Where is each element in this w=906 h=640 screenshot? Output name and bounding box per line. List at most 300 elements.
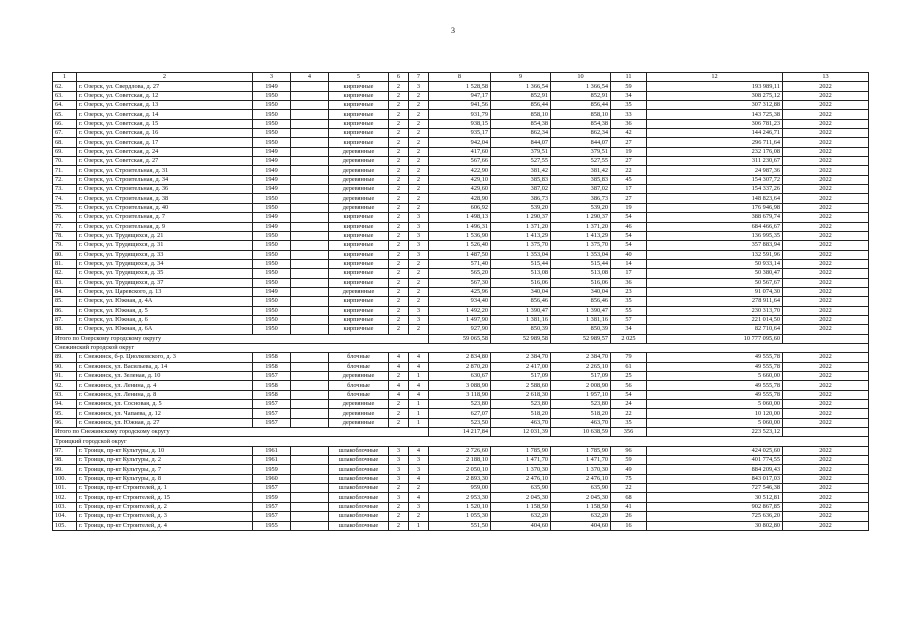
table-cell: 2022 [783,203,869,212]
table-cell: 2 618,30 [491,390,551,399]
column-number-cell: 11 [611,73,647,82]
table-cell: 1 526,40 [429,241,491,250]
table-cell: 725 636,20 [647,512,783,521]
table-cell: 154 337,26 [647,185,783,194]
table-cell: 24 987,36 [647,166,783,175]
table-cell: 42 [611,129,647,138]
table-cell: г. Троицк, пр-кт Строителей, д. 4 [77,521,253,530]
table-cell: 935,17 [429,129,491,138]
table-cell [291,446,329,455]
table-cell: 386,73 [491,194,551,203]
table-cell: 2 588,60 [491,381,551,390]
table-cell: 2 [389,521,409,530]
table-cell: 4 [389,381,409,390]
table-cell: 1949 [253,157,291,166]
table-cell: 941,56 [429,101,491,110]
table-cell: 62. [53,82,77,91]
table-cell: 16 [611,521,647,530]
table-cell: 1955 [253,521,291,530]
table-cell: 2 [389,512,409,521]
subtotal-cell: 52 989,57 [551,334,611,343]
table-cell [291,101,329,110]
table-cell [291,372,329,381]
table-cell: деревянные [329,175,389,184]
table-cell: г. Озерск, ул. Советская, д. 27 [77,157,253,166]
table-cell: 26 [611,512,647,521]
table-cell: 551,50 [429,521,491,530]
table-cell: 84. [53,287,77,296]
table-cell: 518,20 [551,409,611,418]
table-cell: 3 [409,213,429,222]
table-cell: 56 [611,381,647,390]
table-cell: 1 [409,418,429,427]
table-cell: 1950 [253,250,291,259]
table-cell: 2 [389,147,409,156]
table-cell: 2 [389,484,409,493]
table-cell [291,259,329,268]
column-number-cell: 3 [253,73,291,82]
table-cell: 1958 [253,390,291,399]
table-cell: 517,09 [491,372,551,381]
table-cell: 1 381,16 [491,315,551,324]
table-cell [291,493,329,502]
table-cell: 45 [611,175,647,184]
table-cell: 3 [409,306,429,315]
table-cell: 843 017,03 [647,474,783,483]
table-cell: г. Озерск, ул. Советская, д. 12 [77,91,253,100]
table-cell: 463,70 [491,418,551,427]
table-cell: кирпичные [329,82,389,91]
table-cell: 527,55 [551,157,611,166]
table-cell: 1 492,20 [429,306,491,315]
table-cell: 1 158,50 [491,502,551,511]
table-cell: 2022 [783,166,869,175]
column-number-cell: 2 [77,73,253,82]
table-cell: 96 [611,446,647,455]
table-cell: 862,34 [551,129,611,138]
table-cell: кирпичные [329,259,389,268]
table-cell: 2022 [783,157,869,166]
table-cell [291,157,329,166]
table-cell: 83. [53,278,77,287]
table-cell: 2 [389,185,409,194]
table-cell: 2022 [783,175,869,184]
table-cell: 1 497,90 [429,315,491,324]
table-cell: 862,34 [491,129,551,138]
table-row [53,381,869,390]
table-cell: 2 [389,222,409,231]
table-cell: 50 567,67 [647,278,783,287]
table-cell: 2 [389,91,409,100]
table-cell: 68. [53,138,77,147]
table-cell: г. Озерск, ул. Советская, д. 16 [77,129,253,138]
table-cell: 1957 [253,372,291,381]
table-cell: 77. [53,222,77,231]
table-cell: 2 [409,91,429,100]
table-cell: 2 [409,194,429,203]
table-cell: 381,42 [551,166,611,175]
page-number: 3 [451,26,455,35]
table-cell: 387,02 [551,185,611,194]
table-cell: 2022 [783,446,869,455]
table-cell: 91 074,30 [647,287,783,296]
table-cell: шлакоблочные [329,446,389,455]
table-cell: 4 [389,353,409,362]
table-cell: 41 [611,502,647,511]
table-cell: 3 [409,465,429,474]
table-cell: 1 413,29 [491,231,551,240]
table-row [53,241,869,250]
table-cell: 94. [53,400,77,409]
table-cell: 425,96 [429,287,491,296]
table-cell: 1 158,50 [551,502,611,511]
table-cell: г. Озерск, ул. Советская, д. 24 [77,147,253,156]
table-row [53,456,869,465]
table-cell: 2022 [783,474,869,483]
table-cell: 2 [409,287,429,296]
table-cell: г. Озерск, ул. Царевского, д. 13 [77,287,253,296]
table-cell: 5 060,00 [647,400,783,409]
table-cell: 2022 [783,213,869,222]
table-cell: 2 [409,325,429,334]
table-cell: 1958 [253,353,291,362]
table-cell: 154 307,72 [647,175,783,184]
table-cell [291,231,329,240]
table-cell: 2022 [783,353,869,362]
table-cell: 1950 [253,297,291,306]
table-cell: 2 [389,315,409,324]
table-cell: 4 [409,381,429,390]
table-cell: 90. [53,362,77,371]
table-cell: 22 [611,484,647,493]
table-cell: 606,92 [429,203,491,212]
table-cell: 2 [389,325,409,334]
table-row [53,493,869,502]
table-cell [291,213,329,222]
table-cell: 1950 [253,278,291,287]
table-cell: г. Озерск, ул. Трудящихся, д. 21 [77,231,253,240]
table-cell: 3 [409,456,429,465]
table-cell: 27 [611,138,647,147]
table-cell [291,194,329,203]
table-cell: г. Озерск, ул. Советская, д. 15 [77,119,253,128]
table-cell: 1960 [253,474,291,483]
table-cell: 902 867,85 [647,502,783,511]
table-cell: 938,15 [429,119,491,128]
table-cell: 523,50 [429,418,491,427]
table-cell: 404,60 [551,521,611,530]
table-cell: 2 [389,129,409,138]
table-cell: 2 [389,101,409,110]
table-cell: 1950 [253,325,291,334]
table-cell: 2 476,10 [551,474,611,483]
table-cell: 1957 [253,409,291,418]
table-cell: 136 995,35 [647,231,783,240]
table-cell: 386,73 [551,194,611,203]
table-cell: 942,04 [429,138,491,147]
table-cell: 92. [53,381,77,390]
table-cell: 635,90 [491,484,551,493]
table-cell: 539,20 [491,203,551,212]
table-cell: 2022 [783,110,869,119]
table-cell: г. Троицк, пр-кт Строителей, д. 15 [77,493,253,502]
table-cell: 73. [53,185,77,194]
table-cell: г. Озерск, ул. Строительная, д. 7 [77,213,253,222]
table-cell: 2 [389,213,409,222]
table-cell: 2022 [783,418,869,427]
table-row [53,91,869,100]
table-row [53,390,869,399]
table-cell: шлакоблочные [329,502,389,511]
table-cell: 854,38 [491,119,551,128]
table-cell [291,241,329,250]
table-cell: 3 [409,250,429,259]
table-cell: 1 381,16 [551,315,611,324]
table-cell: 78. [53,231,77,240]
table-cell: 49 555,78 [647,390,783,399]
table-cell: 1949 [253,222,291,231]
table-cell: 515,44 [491,259,551,268]
table-cell: 404,60 [491,521,551,530]
table-cell: 385,83 [551,175,611,184]
table-cell [291,129,329,138]
table-cell: 34 [611,325,647,334]
table-cell: 1949 [253,213,291,222]
table-cell: 4 [389,362,409,371]
table-cell: 401 774,55 [647,456,783,465]
table-cell: 3 [409,241,429,250]
table-cell [291,82,329,91]
table-row [53,110,869,119]
table-cell: 80. [53,250,77,259]
table-cell: кирпичные [329,306,389,315]
table-cell: 2 [389,82,409,91]
table-cell: 1 413,29 [551,231,611,240]
table-cell: 27 [611,157,647,166]
table-cell: 1950 [253,129,291,138]
table-cell: 565,20 [429,269,491,278]
table-cell: 2022 [783,222,869,231]
table-cell: 1959 [253,465,291,474]
table-cell: 2022 [783,325,869,334]
table-cell: г. Снежинск, ул. Ленина, д. 4 [77,381,253,390]
table-cell: 856,46 [491,297,551,306]
table-cell: 2 [389,110,409,119]
housing-register-table [52,72,869,531]
table-cell: 35 [611,297,647,306]
table-cell: 104. [53,512,77,521]
table-cell: 3 [409,82,429,91]
table-cell: 856,44 [551,101,611,110]
table-cell: 523,80 [429,400,491,409]
table-cell: шлакоблочные [329,512,389,521]
table-row [53,521,869,530]
table-cell: 1957 [253,502,291,511]
table-cell: 105. [53,521,77,530]
table-cell: 1 370,30 [491,465,551,474]
table-cell [291,287,329,296]
table-cell: 1950 [253,119,291,128]
table-cell: 103. [53,502,77,511]
table-cell: 50 380,47 [647,269,783,278]
table-cell: 1950 [253,306,291,315]
table-cell [291,91,329,100]
table-cell: 2 045,30 [491,493,551,502]
table-cell: 1950 [253,194,291,203]
table-cell: 2022 [783,512,869,521]
table-cell: 59 [611,456,647,465]
table-cell: 49 555,78 [647,353,783,362]
subtotal-label: Итого по Снежинскому городскому округу [53,428,429,437]
table-cell: 22 [611,409,647,418]
table-cell: 3 [389,446,409,455]
table-cell: 884 209,43 [647,465,783,474]
table-cell: 1 471,70 [551,456,611,465]
table-cell: кирпичные [329,278,389,287]
table-cell: 1 390,47 [491,306,551,315]
table-cell: 4 [409,390,429,399]
table-row [53,297,869,306]
table-cell: 86. [53,306,77,315]
table-row [53,203,869,212]
table-row [53,119,869,128]
table-cell: 2 [389,306,409,315]
table-cell: 1949 [253,175,291,184]
table-cell: деревянные [329,157,389,166]
table-cell: 3 [409,231,429,240]
table-cell: 1 528,58 [429,82,491,91]
table-cell: 23 [611,287,647,296]
table-cell: 4 [409,474,429,483]
table-cell: 2 [389,269,409,278]
table-cell: 527,55 [491,157,551,166]
table-cell: 311 230,67 [647,157,783,166]
table-cell: 2022 [783,194,869,203]
table-cell: блочные [329,362,389,371]
table-cell: 931,79 [429,110,491,119]
subtotal-row [53,334,869,343]
table-cell: 1949 [253,287,291,296]
table-cell: 852,91 [491,91,551,100]
subtotal-cell: 12 031,39 [491,428,551,437]
table-cell [291,456,329,465]
table-cell: 2 [389,203,409,212]
table-cell: 2022 [783,185,869,194]
table-cell: 2 [389,175,409,184]
table-cell: 2 870,20 [429,362,491,371]
table-cell: 68 [611,493,647,502]
subtotal-cell: 356 [611,428,647,437]
table-cell: 627,07 [429,409,491,418]
table-cell: 1949 [253,147,291,156]
table-cell: 2 [409,297,429,306]
table-cell: 1 375,70 [551,241,611,250]
table-cell: 858,10 [491,110,551,119]
table-cell: кирпичные [329,297,389,306]
column-number-cell: 8 [429,73,491,82]
table-cell: деревянные [329,185,389,194]
table-cell [291,381,329,390]
table-cell: 93. [53,390,77,399]
table-cell: 2 [409,278,429,287]
table-row [53,409,869,418]
table-cell: 2 384,70 [551,353,611,362]
table-cell: 2022 [783,362,869,371]
table-cell: 1957 [253,400,291,409]
table-cell: 1950 [253,203,291,212]
table-cell: 307 312,88 [647,101,783,110]
table-cell: 2 [409,512,429,521]
table-cell: 632,20 [551,512,611,521]
table-cell: 1 520,10 [429,502,491,511]
table-cell: кирпичные [329,315,389,324]
subtotal-cell: 2 025 [611,334,647,343]
table-cell: 2022 [783,315,869,324]
table-header-row [53,73,869,82]
table-row [53,278,869,287]
table-cell: 515,44 [551,259,611,268]
table-cell: 97. [53,446,77,455]
table-cell: 523,80 [551,400,611,409]
table-cell: 36 [611,119,647,128]
table-cell: 3 088,90 [429,381,491,390]
subtotal-cell: 10 777 095,60 [647,334,783,343]
table-cell: 1 375,70 [491,241,551,250]
table-cell: 2 [409,166,429,175]
table-cell: 635,90 [551,484,611,493]
table-cell: 2 [409,147,429,156]
table-cell: 4 [409,362,429,371]
table-cell: 1 471,70 [491,456,551,465]
table-cell: 1 [409,521,429,530]
table-cell: 1 [409,372,429,381]
table-cell: 2 [389,166,409,175]
table-cell: 387,02 [491,185,551,194]
table-cell: г. Озерск, ул. Строительная, д. 38 [77,194,253,203]
table-cell: г. Троицк, пр-кт Строителей, д. 3 [77,512,253,521]
table-row [53,82,869,91]
table-cell: 2 476,10 [491,474,551,483]
table-cell: 61 [611,362,647,371]
table-cell [291,119,329,128]
table-cell [291,315,329,324]
table-cell: 357 883,94 [647,241,783,250]
table-cell: 10 120,00 [647,409,783,418]
column-number-cell: 5 [329,73,389,82]
table-cell: 959,00 [429,484,491,493]
table-cell [291,278,329,287]
table-cell: 17 [611,185,647,194]
table-cell: кирпичные [329,231,389,240]
table-cell: 1 055,30 [429,512,491,521]
section-header-row [53,343,869,352]
table-cell: 429,10 [429,175,491,184]
table-cell: 2 [389,119,409,128]
subtotal-cell: 10 638,59 [551,428,611,437]
table-row [53,474,869,483]
table-cell: 4 [389,390,409,399]
table-cell: 3 [409,315,429,324]
table-cell: 2 384,70 [491,353,551,362]
table-cell [291,502,329,511]
table-cell: 1 487,50 [429,250,491,259]
table-cell: 19 [611,203,647,212]
table-cell: 1957 [253,418,291,427]
table-cell: 74. [53,194,77,203]
table-cell: 2 [409,203,429,212]
table-cell: 30 802,80 [647,521,783,530]
table-cell: кирпичные [329,241,389,250]
